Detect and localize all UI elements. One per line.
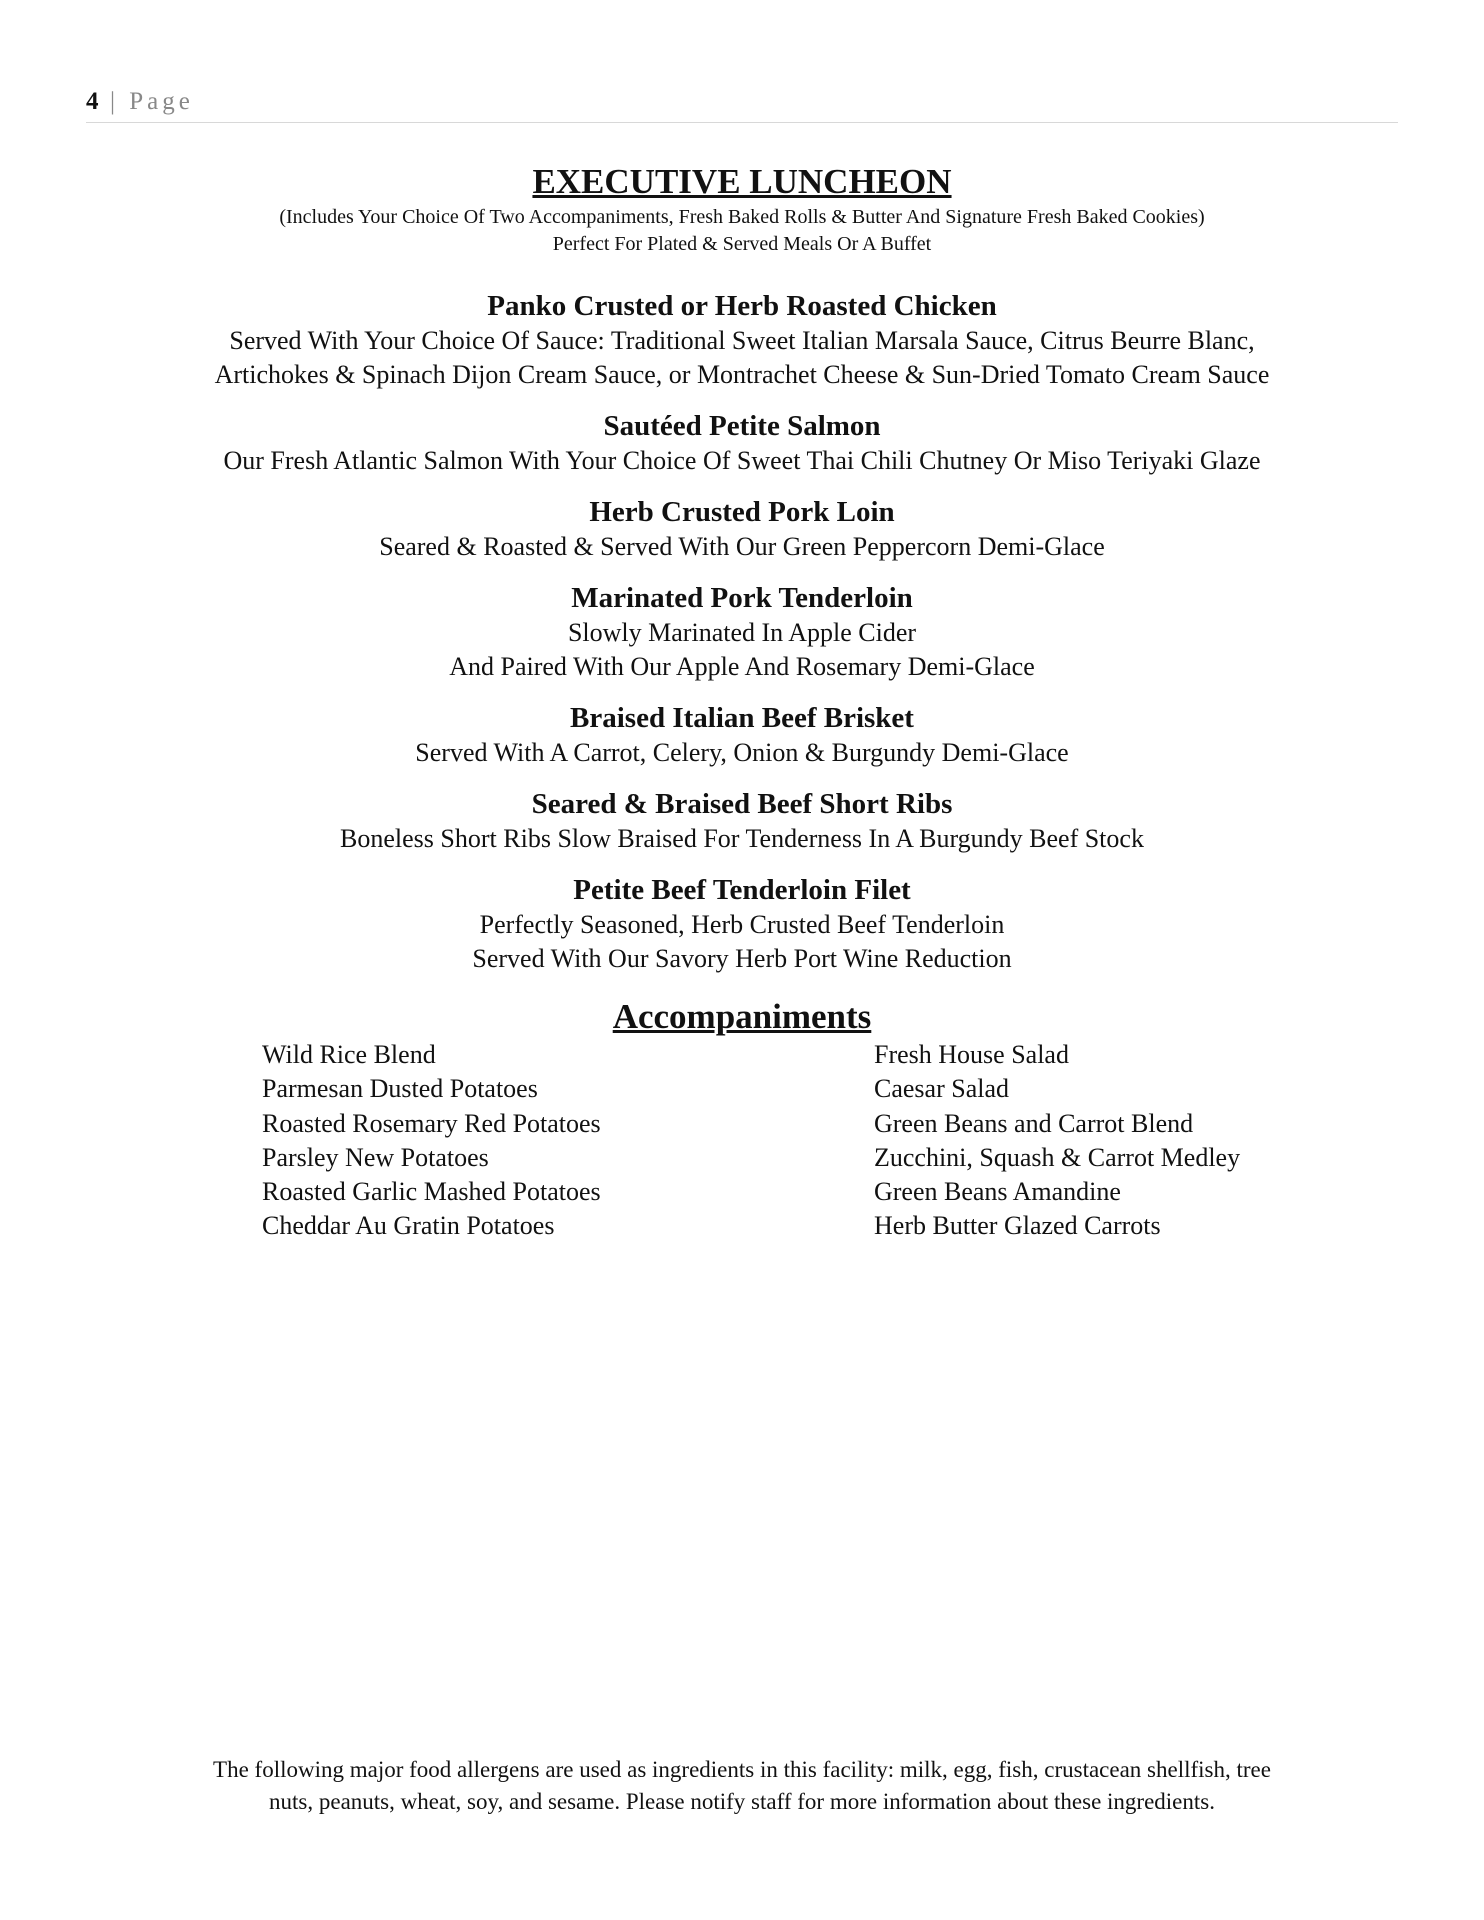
entree-description: Served With Our Savory Herb Port Wine Reduction [472, 944, 1012, 973]
subtitle-line-2: Perfect For Plated & Served Meals Or A Buffet [552, 233, 932, 255]
list-item: Roasted Rosemary Red Potatoes [262, 1108, 601, 1138]
list-item: Caesar Salad [874, 1074, 1010, 1104]
list-item: Herb Butter Glazed Carrots [874, 1211, 1161, 1241]
entree-item [90, 408, 1394, 478]
entree-description: Our Fresh Atlantic Salmon With Your Choice Of Sweet Thai Chili Chutney Or Miso Teriyaki Glaze [223, 446, 1261, 475]
allergen-notice-line-1: The following major food allergens are used as ingredients in this facility: milk, egg, fish, crustacean shellfish, tree [213, 1757, 1271, 1782]
list-item: Fresh House Salad [874, 1040, 1069, 1069]
page-label: | Page [110, 88, 194, 115]
entree-item [90, 580, 1394, 684]
entree-name: Sautéed Petite Salmon [603, 410, 881, 442]
list-item: Zucchini, Squash & Carrot Medley [874, 1142, 1241, 1172]
entree-description: Served With Your Choice Of Sauce: Traditional Sweet Italian Marsala Sauce, Citrus Beurre Blanc, [229, 326, 1255, 355]
entree-item [90, 786, 1394, 856]
entree-name: Panko Crusted or Herb Roasted Chicken [487, 290, 997, 322]
accompaniments-list [90, 1038, 1394, 1258]
allergen-notice-line-2: nuts, peanuts, wheat, soy, and sesame. Please notify staff for more information about these ingredients. [269, 1789, 1215, 1814]
entree-description: Seared & Roasted & Served With Our Green Peppercorn Demi-Glace [379, 532, 1105, 561]
entree-name: Seared & Braised Beef Short Ribs [531, 788, 953, 820]
list-item: Green Beans and Carrot Blend [874, 1108, 1194, 1138]
list-item: Parsley New Potatoes [262, 1142, 489, 1172]
entree-item [90, 494, 1394, 564]
list-item: Parmesan Dusted Potatoes [262, 1074, 538, 1104]
accompaniments-left-column [262, 1038, 601, 1244]
list-item: Cheddar Au Gratin Potatoes [262, 1211, 555, 1241]
menu-content [90, 160, 1394, 1258]
accompaniments-title: Accompaniments [612, 997, 872, 1036]
subtitle-line-1: (Includes Your Choice Of Two Accompaniments, Fresh Baked Rolls & Butter And Signature Fresh Baked Cookies) [279, 206, 1205, 228]
entree-description: Artichokes & Spinach Dijon Cream Sauce, or Montrachet Cheese & Sun-Dried Tomato Cream Sauce [214, 360, 1270, 389]
entree-name: Braised Italian Beef Brisket [570, 702, 914, 734]
entree-name: Marinated Pork Tenderloin [571, 582, 913, 614]
entree-item [90, 872, 1394, 976]
list-item: Roasted Garlic Mashed Potatoes [262, 1177, 601, 1207]
page-header [86, 88, 1398, 123]
entree-item [90, 700, 1394, 770]
entree-name: Herb Crusted Pork Loin [589, 496, 895, 528]
list-item: Green Beans Amandine [874, 1177, 1121, 1207]
entree-item [90, 288, 1394, 392]
allergen-notice [86, 1754, 1398, 1818]
entree-description: Served With A Carrot, Celery, Onion & Burgundy Demi-Glace [415, 738, 1069, 767]
entree-name: Petite Beef Tenderloin Filet [573, 874, 911, 906]
entree-description: Perfectly Seasoned, Herb Crusted Beef Tenderloin [479, 910, 1005, 939]
accompaniments-right-column [874, 1038, 1240, 1244]
entree-description: Slowly Marinated In Apple Cider [567, 618, 917, 647]
page-title: EXECUTIVE LUNCHEON [532, 162, 952, 201]
entree-description: Boneless Short Ribs Slow Braised For Tenderness In A Burgundy Beef Stock [340, 824, 1144, 853]
page-number: 4 [86, 88, 99, 115]
entree-description: And Paired With Our Apple And Rosemary Demi-Glace [449, 652, 1035, 681]
list-item: Wild Rice Blend [262, 1040, 436, 1069]
entree-list [90, 288, 1394, 976]
